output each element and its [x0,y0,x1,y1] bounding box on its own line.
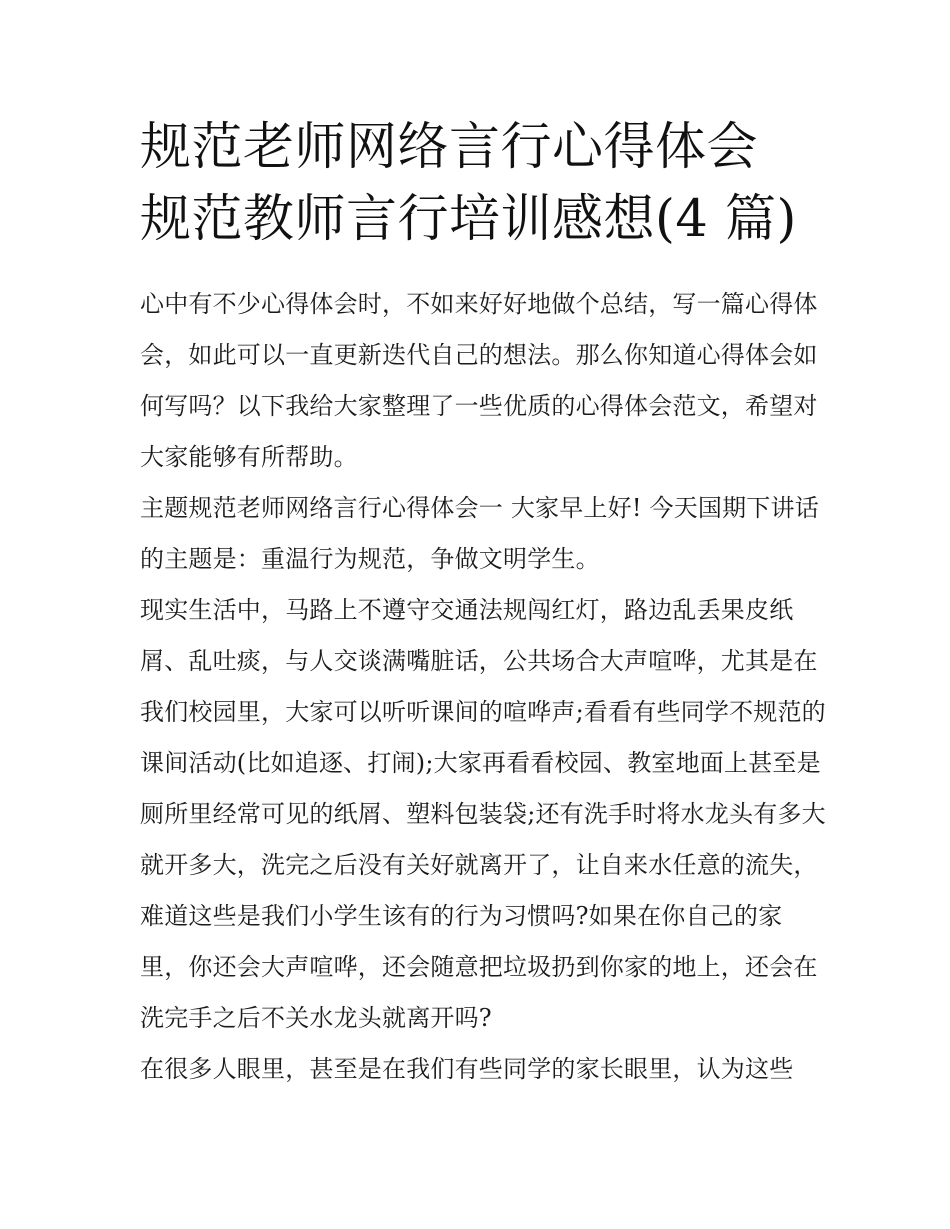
paragraph-opinion: 在很多人眼里，甚至是在我们有些同学的家长眼里，认为这些 [140,1055,794,1083]
paragraph-topic: 主题规范老师网络言行心得体会一 大家早上好! 今天国期下讲话的主题是：重温行为规范，争做文明学生。 [140,494,819,573]
paragraph-reality: 现实生活中，马路上不遵守交通法规闯红灯，路边乱丢果皮纸屑、乱吐痰，与人交谈满嘴脏话，公共场合大声喧哗，尤其是在我们校园里，大家可以听听课间的喧哗声;看看有些同学不规范的课间活动(比如追逐、打闹);大家再看看校园、教室地面上甚至是厕所里经常可见的纸屑、塑料包装袋;还有洗手时将水龙头有多大就开多大，洗完之后没有关好就离开了，让自来水任意的流失，难道这些是我们小学生该有的行为习惯吗?如果在你自己的家里，你还会大声喧哗，还会随意把垃圾扔到你家的地上，还会在洗完手之后不关水龙头就离开吗? [140,596,826,1032]
document-title: 规范老师网络言行心得体会 规范教师言行培训感想(4 篇) [140,118,797,249]
document-body [140,279,830,1095]
paragraph-intro: 心中有不少心得体会时，不如来好好地做个总结，写一篇心得体会，如此可以一直更新迭代自己的想法。那么你知道心得体会如何写吗？以下我给大家整理了一些优质的心得体会范文，希望对大家能够有所帮助。 [140,290,818,471]
